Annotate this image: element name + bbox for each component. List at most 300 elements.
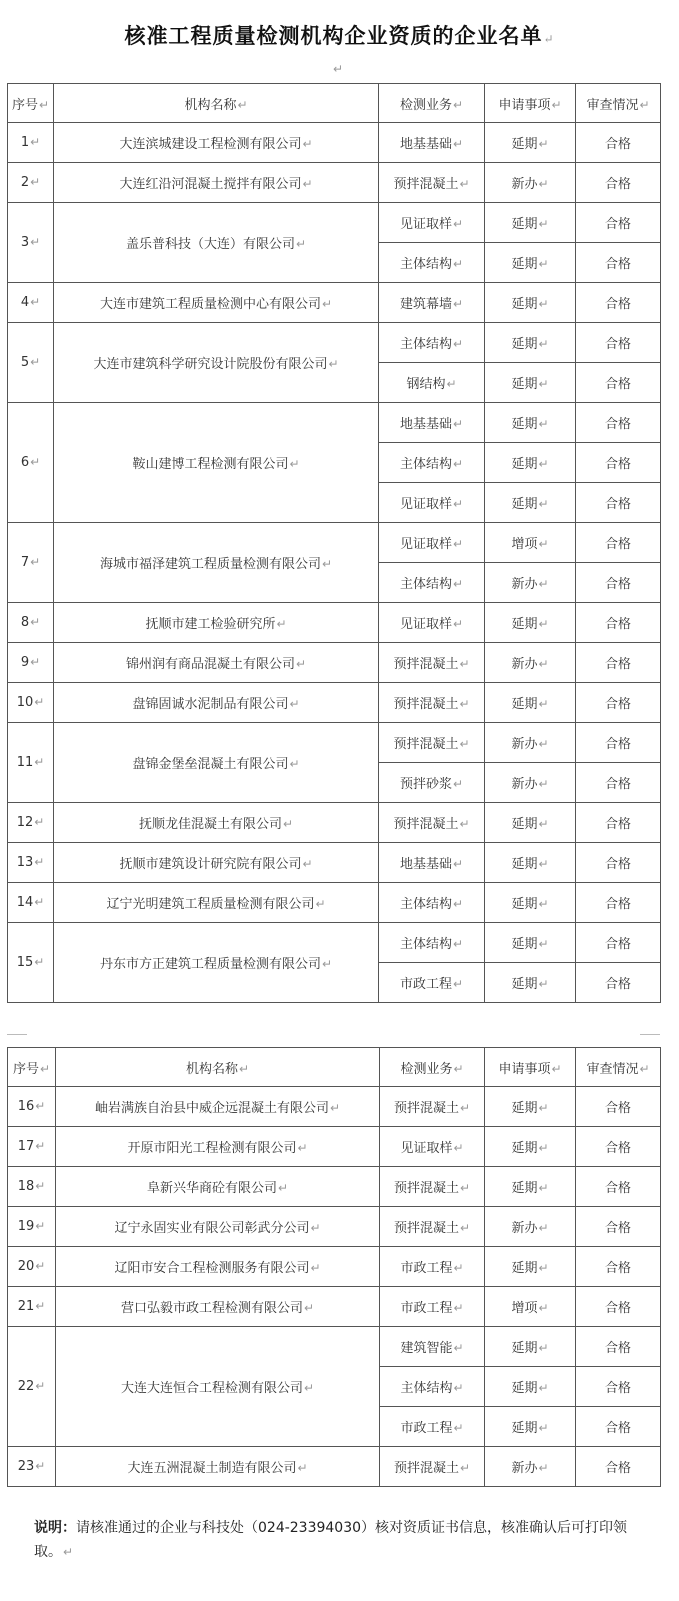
- paragraph-mark-icon: ↵: [289, 457, 300, 471]
- test-business-text: 预拌砂浆: [399, 777, 452, 792]
- application-type-text: 延期: [511, 417, 538, 432]
- test-business-text: 地基基础: [399, 137, 452, 152]
- review-result: [576, 723, 661, 763]
- paragraph-mark-icon: ↵: [34, 815, 45, 829]
- paragraph-mark-icon: ↵: [453, 1381, 464, 1395]
- column-header-text: 序号: [11, 97, 38, 113]
- table-row: [8, 403, 661, 443]
- review-result-text: 合格: [604, 657, 631, 672]
- paragraph-mark-icon: ↵: [538, 737, 549, 751]
- test-business-text: 建筑智能: [400, 1341, 453, 1356]
- application-type: [485, 123, 576, 163]
- paragraph-mark-icon: ↵: [551, 1061, 562, 1076]
- paragraph-mark-icon: ↵: [639, 1061, 650, 1076]
- org-name: [54, 203, 379, 283]
- review-result: [576, 963, 661, 1003]
- paragraph-mark-icon: ↵: [238, 1061, 250, 1076]
- application-type: [485, 1167, 576, 1207]
- paragraph-mark-icon: ↵: [538, 137, 549, 151]
- paragraph-mark-icon: ↵: [538, 377, 549, 391]
- test-business-text: 主体结构: [399, 337, 452, 352]
- paragraph-mark-icon: ↵: [538, 417, 549, 431]
- application-type-text: 延期: [511, 377, 538, 392]
- row-number: [8, 723, 54, 803]
- paragraph-mark-icon: ↵: [459, 1461, 471, 1475]
- review-result: [576, 1167, 661, 1207]
- row-number-text: 16: [17, 1099, 35, 1114]
- paragraph-mark-icon: ↵: [452, 617, 464, 631]
- paragraph-mark-icon: ↵: [35, 1219, 46, 1233]
- paragraph-mark-icon: ↵: [315, 897, 326, 911]
- row-number-text: 11: [16, 755, 34, 770]
- row-number-text: 8: [20, 615, 30, 630]
- org-name: [54, 523, 379, 603]
- table-row: [8, 1287, 661, 1327]
- test-business-text: 预拌混凝土: [393, 177, 459, 192]
- paragraph-mark-icon: ↵: [538, 697, 549, 711]
- org-name: [54, 683, 379, 723]
- row-number-text: 21: [17, 1299, 35, 1314]
- row-number-text: 6: [20, 455, 30, 470]
- paragraph-mark-icon: ↵: [452, 457, 464, 471]
- row-number-text: 18: [17, 1179, 35, 1194]
- paragraph-mark-icon: ↵: [459, 1221, 471, 1235]
- org-name: [54, 723, 379, 803]
- application-type: [485, 563, 576, 603]
- row-number-text: 2: [20, 175, 30, 190]
- test-business-text: 主体结构: [400, 1381, 453, 1396]
- paragraph-mark-icon: ↵: [538, 457, 549, 471]
- paragraph-mark-icon: ↵: [538, 1181, 549, 1195]
- page-break-mark: [640, 1034, 660, 1041]
- row-number: [8, 283, 54, 323]
- review-result-text: 合格: [604, 1101, 631, 1116]
- paragraph-mark-icon: ↵: [30, 235, 41, 249]
- test-business-text: 钢结构: [406, 377, 446, 392]
- row-number: [8, 523, 54, 603]
- review-result: [576, 883, 661, 923]
- row-number-text: 17: [17, 1139, 35, 1154]
- application-type: [485, 443, 576, 483]
- paragraph-mark-icon: ↵: [538, 817, 549, 831]
- org-name-text: 抚顺市建筑设计研究院有限公司: [119, 857, 302, 872]
- test-business-text: 主体结构: [399, 457, 452, 472]
- paragraph-mark-icon: ↵: [302, 857, 313, 871]
- row-number: [8, 1127, 56, 1167]
- test-business: [380, 1087, 485, 1127]
- application-type: [485, 803, 576, 843]
- paragraph-mark-icon: ↵: [453, 1261, 464, 1275]
- test-business: [379, 283, 485, 323]
- application-type: [485, 1287, 576, 1327]
- row-number: [8, 1327, 56, 1447]
- row-number: [8, 203, 54, 283]
- test-business: [379, 803, 485, 843]
- application-type-text: 延期: [511, 1341, 538, 1356]
- review-result-text: 合格: [604, 377, 631, 392]
- test-business-text: 市政工程: [399, 977, 452, 992]
- paragraph-mark-icon: ↵: [452, 217, 464, 231]
- paragraph-mark-icon: ↵: [452, 577, 464, 591]
- review-result-text: 合格: [604, 697, 631, 712]
- table-row: [8, 1087, 661, 1127]
- paragraph-mark-icon: ↵: [538, 657, 549, 671]
- paragraph-mark-icon: ↵: [551, 97, 562, 112]
- review-result: [576, 1247, 661, 1287]
- paragraph-mark-icon: ↵: [452, 297, 464, 311]
- review-result: [576, 1367, 661, 1407]
- org-name: [54, 323, 379, 403]
- org-name-text: 锦州润有商品混凝土有限公司: [125, 657, 295, 672]
- org-name-text: 岫岩满族自治县中威企远混凝土有限公司: [94, 1101, 329, 1116]
- paragraph-mark-icon: ↵: [452, 337, 464, 351]
- paragraph-mark-icon: ↵: [34, 755, 45, 769]
- org-name-text: 辽阳市安合工程检测服务有限公司: [114, 1261, 310, 1276]
- application-type: [485, 683, 576, 723]
- org-name: [54, 403, 379, 523]
- review-result: [576, 643, 661, 683]
- table-row: [8, 843, 661, 883]
- application-type-text: 新办: [511, 177, 538, 192]
- review-result-text: 合格: [604, 977, 631, 992]
- column-header: [485, 84, 576, 123]
- org-name: [56, 1287, 380, 1327]
- row-number-text: 22: [17, 1379, 35, 1394]
- application-type-text: 新办: [511, 577, 538, 592]
- paragraph-mark-icon: ↵: [302, 137, 313, 151]
- review-result-text: 合格: [604, 337, 631, 352]
- application-type-text: 延期: [511, 137, 538, 152]
- table-row: [8, 523, 661, 563]
- test-business-text: 预拌混凝土: [393, 697, 459, 712]
- page-title: 核准工程质量检测机构企业资质的企业名单↵: [124, 23, 555, 48]
- test-business: [379, 123, 485, 163]
- review-result: [576, 523, 661, 563]
- paragraph-mark-icon: ↵: [452, 497, 464, 511]
- row-number: [8, 123, 54, 163]
- application-type: [485, 363, 576, 403]
- review-result: [576, 483, 661, 523]
- application-type: [485, 603, 576, 643]
- review-result-text: 合格: [604, 137, 631, 152]
- paragraph-mark-icon: ↵: [321, 297, 333, 311]
- paragraph-mark-icon: ↵: [303, 1301, 315, 1315]
- row-number: [8, 603, 54, 643]
- table-row: [8, 1167, 661, 1207]
- review-result: [576, 363, 661, 403]
- paragraph-mark-icon: ↵: [538, 1381, 549, 1395]
- table-row: [8, 1127, 661, 1167]
- test-business-text: 预拌混凝土: [393, 1181, 459, 1196]
- application-type-text: 新办: [511, 737, 538, 752]
- column-header-text: 检测业务: [399, 97, 452, 113]
- paragraph-mark-icon: ↵: [538, 977, 549, 991]
- org-name: [56, 1167, 380, 1207]
- application-type-text: 延期: [511, 1381, 538, 1396]
- review-result-text: 合格: [604, 217, 631, 232]
- column-header-text: 机构名称: [185, 1061, 238, 1077]
- column-header: [56, 1048, 380, 1087]
- row-number: [8, 1207, 56, 1247]
- table-row: [8, 283, 661, 323]
- paragraph-mark-icon: ↵: [30, 555, 41, 569]
- paragraph-mark-icon: ↵: [538, 297, 549, 311]
- org-name: [54, 923, 379, 1003]
- column-header: [8, 1048, 56, 1087]
- org-name: [54, 643, 379, 683]
- paragraph-mark-icon: ↵: [538, 1421, 549, 1435]
- table-row: [8, 603, 661, 643]
- row-number: [8, 1247, 56, 1287]
- paragraph-mark-icon: ↵: [277, 1181, 289, 1195]
- review-result: [576, 1327, 661, 1367]
- paragraph-mark-icon: ↵: [452, 257, 464, 271]
- application-type-text: 新办: [511, 1221, 538, 1236]
- paragraph-mark-icon: ↵: [538, 897, 549, 911]
- row-number-text: 1: [20, 135, 30, 150]
- review-result: [576, 163, 661, 203]
- org-name: [54, 603, 379, 643]
- application-type-text: 延期: [511, 257, 538, 272]
- review-result: [576, 1087, 661, 1127]
- paragraph-mark-icon: ↵: [453, 1141, 464, 1155]
- test-business: [379, 923, 485, 963]
- test-business-text: 地基基础: [399, 857, 452, 872]
- review-result-text: 合格: [604, 857, 631, 872]
- review-result-text: 合格: [604, 737, 631, 752]
- paragraph-mark-icon: ↵: [310, 1221, 321, 1235]
- column-header-text: 序号: [12, 1061, 39, 1077]
- paragraph-mark-icon: ↵: [321, 557, 333, 571]
- review-result-text: 合格: [604, 617, 631, 632]
- paragraph-mark-icon: ↵: [452, 937, 464, 951]
- row-number: [8, 683, 54, 723]
- test-business-text: 市政工程: [400, 1421, 453, 1436]
- paragraph-mark-icon: ↵: [35, 1099, 46, 1113]
- application-type: [485, 963, 576, 1003]
- org-name-text: 海城市福泽建筑工程质量检测有限公司: [99, 557, 321, 572]
- application-type: [485, 483, 576, 523]
- org-name-text: 大连五洲混凝土制造有限公司: [127, 1461, 297, 1476]
- test-business-text: 预拌混凝土: [393, 1101, 459, 1116]
- review-result-text: 合格: [604, 1301, 631, 1316]
- application-type: [485, 1087, 576, 1127]
- application-type: [485, 923, 576, 963]
- review-result-text: 合格: [604, 1341, 631, 1356]
- application-type: [485, 163, 576, 203]
- paragraph-mark-icon: ↵: [452, 137, 464, 151]
- application-type-text: 延期: [511, 337, 538, 352]
- paragraph-mark-icon: ↵: [30, 135, 41, 149]
- application-type-text: 延期: [511, 1181, 538, 1196]
- review-result: [576, 1447, 661, 1487]
- test-business: [380, 1167, 485, 1207]
- row-number-text: 10: [16, 695, 34, 710]
- test-business-text: 预拌混凝土: [393, 1461, 459, 1476]
- application-type: [485, 723, 576, 763]
- paragraph-mark-icon: ↵: [30, 455, 41, 469]
- table-row: [8, 323, 661, 363]
- paragraph-mark-icon: ↵: [453, 1341, 464, 1355]
- test-business-text: 见证取样: [399, 617, 452, 632]
- row-number-text: 12: [16, 815, 34, 830]
- table-row: [8, 883, 661, 923]
- test-business-text: 市政工程: [400, 1261, 453, 1276]
- row-number: [8, 163, 54, 203]
- paragraph-mark-icon: ↵: [538, 1221, 549, 1235]
- application-type: [485, 883, 576, 923]
- row-number-text: 5: [20, 355, 30, 370]
- test-business: [379, 403, 485, 443]
- paragraph-mark-icon: ↵: [452, 777, 464, 791]
- application-type: [485, 1407, 576, 1447]
- review-result-text: 合格: [604, 1461, 631, 1476]
- paragraph-mark-icon: ↵: [295, 237, 307, 251]
- table-row: [8, 163, 661, 203]
- review-result-text: 合格: [604, 297, 631, 312]
- paragraph-mark-icon: ↵: [30, 295, 41, 309]
- paragraph-mark-icon: ↵: [30, 655, 41, 669]
- table-row: [8, 723, 661, 763]
- review-result: [576, 283, 661, 323]
- paragraph-mark-icon: ↵: [459, 1101, 471, 1115]
- paragraph-mark-icon: ↵: [297, 1461, 308, 1475]
- row-number-text: 3: [20, 235, 30, 250]
- row-number: [8, 643, 54, 683]
- paragraph-mark-icon: ↵: [35, 1139, 46, 1153]
- application-type-text: 延期: [511, 297, 538, 312]
- org-name: [56, 1247, 380, 1287]
- paragraph-mark-icon: ↵: [63, 1545, 74, 1559]
- paragraph-mark-icon: ↵: [34, 855, 45, 869]
- paragraph-mark-icon: ↵: [538, 1261, 549, 1275]
- paragraph-mark-icon: ↵: [538, 1301, 549, 1315]
- application-type: [485, 763, 576, 803]
- org-name: [54, 123, 379, 163]
- test-business: [379, 723, 485, 763]
- paragraph-mark-icon: ↵: [30, 355, 41, 369]
- application-type: [485, 1127, 576, 1167]
- paragraph-mark-icon: ↵: [538, 497, 549, 511]
- column-header-text: 申请事项: [498, 97, 551, 113]
- test-business-text: 建筑幕墙: [399, 297, 452, 312]
- paragraph-mark-icon: ↵: [459, 817, 470, 831]
- application-type-text: 延期: [511, 617, 538, 632]
- paragraph-mark-icon: ↵: [538, 1461, 549, 1475]
- paragraph-mark-icon: ↵: [30, 175, 41, 189]
- test-business: [379, 483, 485, 523]
- paragraph-mark-icon: ↵: [310, 1261, 321, 1275]
- page-break-mark: [7, 1034, 27, 1041]
- paragraph-mark-icon: ↵: [297, 1141, 308, 1155]
- org-name-text: 抚顺龙佳混凝土有限公司: [138, 817, 282, 832]
- test-business-text: 预拌混凝土: [393, 817, 459, 832]
- paragraph-mark-icon: ↵: [538, 217, 549, 231]
- paragraph-mark-icon: ↵: [328, 357, 339, 371]
- test-business-text: 预拌混凝土: [393, 657, 459, 672]
- application-type: [485, 1447, 576, 1487]
- row-number-text: 13: [16, 855, 34, 870]
- org-name-text: 盘锦金堡垒混凝土有限公司: [132, 757, 289, 772]
- paragraph-mark-icon: ↵: [538, 937, 549, 951]
- application-type: [485, 403, 576, 443]
- row-number: [8, 323, 54, 403]
- row-number-text: 15: [16, 955, 34, 970]
- org-name-text: 抚顺市建工检验研究所: [145, 617, 276, 632]
- paragraph-mark-icon: ↵: [452, 97, 464, 112]
- paragraph-mark-icon: ↵: [289, 697, 300, 711]
- application-type: [485, 1367, 576, 1407]
- row-number: [8, 1167, 56, 1207]
- column-header: [380, 1048, 485, 1087]
- application-type-text: 增项: [511, 537, 538, 552]
- column-header: [576, 1048, 661, 1087]
- paragraph-mark-icon: ↵: [34, 895, 45, 909]
- paragraph-mark-icon: ↵: [538, 177, 549, 191]
- table-row: [8, 1247, 661, 1287]
- row-number: [8, 883, 54, 923]
- review-result: [576, 603, 661, 643]
- org-name: [56, 1087, 380, 1127]
- review-result: [576, 323, 661, 363]
- paragraph-mark-icon: ↵: [538, 1141, 549, 1155]
- application-type-text: 延期: [511, 1141, 538, 1156]
- table-row: [8, 1207, 661, 1247]
- row-number: [8, 1287, 56, 1327]
- review-result-text: 合格: [604, 1221, 631, 1236]
- review-result: [576, 923, 661, 963]
- review-result: [576, 683, 661, 723]
- paragraph-mark-icon: ↵: [538, 577, 549, 591]
- test-business-text: 主体结构: [399, 257, 452, 272]
- paragraph-mark-icon: ↵: [30, 615, 41, 629]
- application-type-text: 延期: [511, 937, 538, 952]
- test-business-text: 见证取样: [399, 537, 452, 552]
- row-number: [8, 403, 54, 523]
- application-type-text: 增项: [511, 1301, 538, 1316]
- paragraph-mark-icon: ↵: [39, 1061, 51, 1076]
- paragraph-mark-icon: ↵: [34, 955, 45, 969]
- application-type: [485, 1207, 576, 1247]
- table-row: [8, 643, 661, 683]
- test-business: [380, 1247, 485, 1287]
- application-type: [485, 643, 576, 683]
- footnote-text: 请核准通过的企业与科技处（024-23394030）核对资质证书信息，核准确认后可打印领取。: [34, 1520, 628, 1560]
- paragraph-mark-icon: ↵: [34, 695, 45, 709]
- paragraph-mark-icon: ↵: [237, 97, 248, 112]
- column-header-text: 审查情况: [586, 97, 639, 113]
- test-business: [379, 443, 485, 483]
- paragraph-mark-icon: ↵: [453, 1301, 464, 1315]
- paragraph-mark-icon: ↵: [289, 757, 300, 771]
- org-name: [54, 163, 379, 203]
- test-business: [379, 963, 485, 1003]
- review-result: [576, 843, 661, 883]
- test-business-text: 见证取样: [400, 1141, 453, 1156]
- row-number: [8, 843, 54, 883]
- column-header: [485, 1048, 576, 1087]
- org-name-text: 盘锦固诚水泥制品有限公司: [132, 697, 289, 712]
- paragraph-mark-icon: ↵: [35, 1459, 46, 1473]
- paragraph-mark-icon: ↵: [453, 1061, 464, 1076]
- test-business: [380, 1327, 485, 1367]
- paragraph-mark-icon: ↵: [538, 617, 549, 631]
- review-result-text: 合格: [604, 457, 631, 472]
- org-name: [54, 283, 379, 323]
- review-result-text: 合格: [604, 777, 631, 792]
- test-business-text: 地基基础: [399, 417, 452, 432]
- paragraph-mark-icon: ↵: [459, 657, 470, 671]
